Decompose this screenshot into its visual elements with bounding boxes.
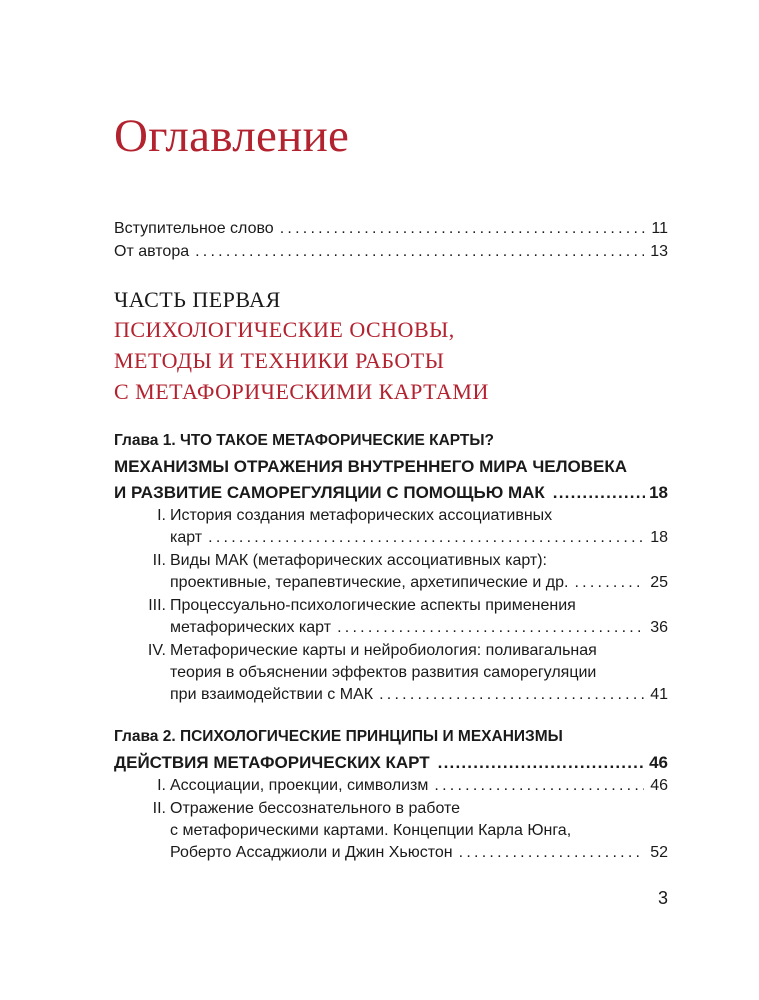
section-number: II. — [152, 800, 166, 817]
section-number: I. — [157, 507, 166, 524]
chapter-page: 18 — [649, 483, 668, 502]
dot-leader — [208, 527, 644, 549]
dot-leader — [379, 684, 644, 706]
section-number: II. — [152, 552, 166, 569]
section-page: 36 — [650, 619, 668, 636]
section-text: теория в объяснении эффектов развития саморегуляции — [170, 664, 597, 681]
dot-leader — [280, 220, 646, 238]
chapter-1-heading[interactable] — [114, 428, 668, 506]
toc-entry-foreword[interactable] — [114, 220, 668, 238]
toc-entry-page: 11 — [651, 220, 668, 237]
section-text: карт — [170, 529, 203, 546]
toc-section[interactable] — [114, 640, 668, 706]
section-page: 25 — [650, 574, 668, 591]
dot-leader — [574, 572, 644, 594]
section-text: метафорических карт — [170, 619, 332, 636]
chapter-title-line: Глава 2. ПСИХОЛОГИЧЕСКИЕ ПРИНЦИПЫ И МЕХАНИЗМЫ — [114, 728, 563, 745]
dot-leader — [337, 617, 644, 639]
chapter-title-line: МЕХАНИЗМЫ ОТРАЖЕНИЯ ВНУТРЕННЕГО МИРА ЧЕЛОВЕКА — [114, 457, 628, 476]
dot-leader — [553, 480, 645, 506]
chapter-title-line: Глава 1. ЧТО ТАКОЕ МЕТАФОРИЧЕСКИЕ КАРТЫ? — [114, 432, 495, 449]
dot-leader — [195, 243, 644, 261]
section-text: Ассоциации, проекции, символизм — [170, 777, 429, 794]
page-title: Оглавление — [114, 110, 350, 162]
part-label: ЧАСТЬ ПЕРВАЯ — [114, 287, 281, 312]
section-text: при взаимодействии с МАК — [170, 686, 374, 703]
section-text: Процессуально-психологические аспекты применения — [170, 597, 576, 614]
section-page: 52 — [650, 844, 668, 861]
section-text: Отражение бессознательного в работе — [170, 800, 461, 817]
section-number: IV. — [147, 642, 166, 659]
part-title-line: МЕТОДЫ И ТЕХНИКИ РАБОТЫ — [114, 348, 445, 373]
dot-leader — [434, 775, 644, 797]
part-title-line: С МЕТАФОРИЧЕСКИМИ КАРТАМИ — [114, 379, 489, 404]
section-text: с метафорическими картами. Концепции Карла Юнга, — [170, 822, 572, 839]
chapter-title-line: И РАЗВИТИЕ САМОРЕГУЛЯЦИИ С ПОМОЩЬЮ МАК — [114, 483, 545, 502]
dot-leader — [459, 842, 645, 864]
page-number: 3 — [657, 888, 668, 908]
section-text: Метафорические карты и нейробиология: поливагальная — [170, 642, 597, 659]
toc-section[interactable] — [114, 550, 668, 594]
section-page: 46 — [650, 777, 668, 794]
dot-leader — [438, 750, 645, 776]
section-page: 18 — [650, 529, 668, 546]
part-title-line: ПСИХОЛОГИЧЕСКИЕ ОСНОВЫ, — [114, 317, 455, 342]
toc-entry-from-author[interactable] — [114, 243, 668, 261]
toc-entry-page: 13 — [650, 243, 668, 260]
toc-section[interactable] — [114, 798, 668, 864]
section-number: I. — [157, 777, 166, 794]
toc-entry-label: От автора — [114, 243, 190, 260]
section-page: 41 — [650, 686, 668, 703]
section-text: Роберто Ассаджиоли и Джин Хьюстон — [170, 844, 453, 861]
toc-entry-label: Вступительное слово — [114, 220, 274, 237]
section-number: III. — [148, 597, 166, 614]
section-text: проективные, терапевтические, архетипические и др. — [170, 574, 569, 591]
toc-section[interactable] — [114, 775, 668, 797]
chapter-2-heading[interactable] — [114, 724, 668, 776]
toc-section[interactable] — [114, 505, 668, 549]
chapter-page: 46 — [649, 753, 668, 772]
part-title — [114, 314, 489, 407]
section-text: Виды МАК (метафорических ассоциативных карт): — [170, 552, 547, 569]
section-text: История создания метафорических ассоциативных — [170, 507, 553, 524]
chapter-title-line: ДЕЙСТВИЯ МЕТАФОРИЧЕСКИХ КАРТ — [114, 753, 430, 772]
toc-section[interactable] — [114, 595, 668, 639]
